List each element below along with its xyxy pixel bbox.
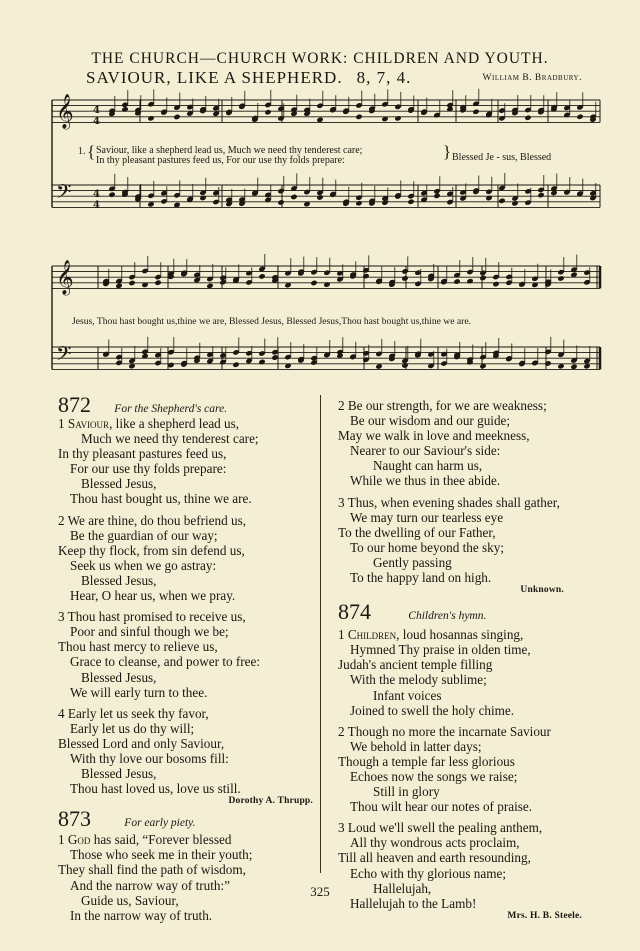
hymn-subtitle: For the Shepherd's care. <box>114 403 228 415</box>
treble-1-note <box>394 115 401 121</box>
verse-line: 1 Children, loud hosannas singing, <box>338 627 524 643</box>
verse-line: All thy wondrous acts proclaim, <box>350 835 520 851</box>
verse-line: Thou hast bought us, thine we are. <box>70 491 252 507</box>
bass-clef-icon: 𝄢 <box>56 180 72 208</box>
bass-1-note <box>277 199 284 205</box>
bass-2-note <box>401 362 408 368</box>
verse-line: Thou hast mercy to relieve us, <box>58 639 218 655</box>
composer: William B. Bradbury. <box>482 73 582 83</box>
time-signature-bottom: 4 <box>93 200 100 211</box>
verse-line: Echo with thy glorious name; <box>350 865 507 881</box>
section-title: THE CHURCH—CHURCH WORK: CHILDREN AND YOUTH. <box>91 50 549 67</box>
verse-line: 1 God has said, “Forever blessed <box>58 832 232 848</box>
bass-1-note <box>316 194 323 200</box>
verse-line: Till all heaven and earth resounding, <box>338 850 531 866</box>
verse-line: Keep thy flock, from sin defend us, <box>58 542 245 558</box>
verse-line: In the narrow way of truth. <box>70 907 213 923</box>
verse-line: 2 We are thine, do thou befriend us, <box>58 512 247 528</box>
bass-1-note <box>108 191 115 197</box>
verse-line: Joined to swell the holy chime. <box>350 702 515 718</box>
treble-2-note <box>479 275 486 281</box>
music-score <box>0 0 640 395</box>
verse-line: Blessed Jesus, <box>81 476 157 492</box>
verse-line: Thou hast loved us, love us still. <box>70 781 241 797</box>
verse-line: Grace to cleanse, and power to free: <box>70 654 261 670</box>
music-verse-number: 1. <box>78 146 86 157</box>
time-signature-top: 4 <box>93 105 100 116</box>
time-signature-bottom: 4 <box>93 116 100 127</box>
verse-line: Blessed Jesus, <box>81 572 157 588</box>
verse-line: To the dwelling of our Father, <box>338 524 496 540</box>
treble-1-note <box>173 114 180 120</box>
verse-line: To our home beyond the sky; <box>350 539 505 555</box>
hymn-subtitle: For early piety. <box>124 817 196 830</box>
treble-clef-icon: 𝄞 <box>56 260 74 295</box>
verse-line: Hallelujah to the Lamb! <box>350 895 477 911</box>
verse-line: We may turn our tearless eye <box>350 509 504 525</box>
treble-2-note <box>466 278 473 284</box>
verse-line: Still in glory <box>373 784 440 800</box>
hymn-873-heading <box>58 808 313 832</box>
verse-line: To the happy land on high. <box>350 570 492 586</box>
verse-line: For our use thy folds prepare: <box>70 461 227 477</box>
verse-line: 1 Saviour, like a shepherd lead us, <box>58 416 240 431</box>
verse-line: While we thus in thee abide. <box>350 473 501 489</box>
verse-line: 3 Loud we'll swell the pealing anthem, <box>338 820 543 836</box>
bass-1-note <box>537 192 544 198</box>
verse-line: Hallelujah, <box>373 880 432 896</box>
treble-2-note <box>128 280 135 286</box>
verse-line: Gently passing <box>373 554 452 570</box>
verse-line: Guide us, Saviour, <box>81 892 179 908</box>
verse-line: Blessed Jesus, <box>81 766 157 782</box>
verse-line: We behold in latter days; <box>350 738 482 754</box>
bass-1-note <box>290 194 297 200</box>
verse-line: Echoes now the songs we raise; <box>350 768 518 784</box>
meter: 8, 7, 4. <box>356 68 412 87</box>
verse-brace: { <box>87 142 96 161</box>
treble-clef-icon: 𝄞 <box>56 94 74 129</box>
bass-1-note <box>355 200 362 206</box>
hymn-number: 874 <box>338 599 371 625</box>
hymn-subtitle: Children's hymn. <box>408 610 487 623</box>
hymn-number: 873 <box>58 806 91 832</box>
treble-2-note <box>453 278 460 284</box>
bass-1-note <box>498 198 505 204</box>
verse-line: Naught can harm us, <box>373 458 483 474</box>
bass-1-note <box>511 200 518 206</box>
hymn-author: Unknown. <box>520 585 564 596</box>
verse-brace-close: } <box>443 142 452 161</box>
verse-line: Judah's ancient temple filling <box>338 657 493 673</box>
column-divider <box>320 395 321 873</box>
verse-line: They shall find the path of wisdom, <box>58 862 246 878</box>
bass-1-note <box>433 193 440 199</box>
treble-1-note <box>121 106 128 112</box>
time-signature-top: 4 <box>93 189 100 200</box>
treble-1-note <box>472 109 479 115</box>
treble-1-note <box>524 115 531 121</box>
music-lyric-tail: Blessed Je - sus, Blessed <box>452 152 552 163</box>
treble-1-note <box>147 115 154 121</box>
treble-1-note <box>576 114 583 120</box>
treble-1-note <box>355 114 362 120</box>
verse-line: May we walk in love and meekness, <box>338 428 530 444</box>
verse-line: And the narrow way of truth:” <box>70 877 231 893</box>
verse-line: Seek us when we go astray: <box>70 557 217 573</box>
treble-2-note <box>492 281 499 287</box>
verse-line: 2 Though no more the incarnate Saviour <box>338 723 551 739</box>
verse-line: Blessed Jesus, <box>81 669 157 685</box>
verse-line: Much we need thy tenderest care; <box>81 431 259 447</box>
hymn-872-heading <box>58 394 313 416</box>
verse-line: In thy pleasant pastures feed us, <box>58 446 227 462</box>
verse-line: Hymned Thy praise in olden time, <box>350 642 531 658</box>
verse-line: 2 Be our strength, for we are weakness; <box>338 398 547 413</box>
verse-line: With the melody sublime; <box>350 672 487 688</box>
right-column <box>338 398 600 923</box>
page-number: 325 <box>310 884 330 899</box>
verse-line: Those who seek me in their youth; <box>70 847 253 863</box>
verse-line: Nearer to our Saviour's side: <box>350 443 501 459</box>
hymn-author: Mrs. H. B. Steele. <box>507 910 582 921</box>
hymn-author: Dorothy A. Thrupp. <box>228 796 313 807</box>
bass-clef-icon: 𝄢 <box>56 342 72 370</box>
music-lyric-bottom: In thy pleasant pastures feed us, For our use thy folds prepare: <box>96 155 345 166</box>
treble-2-note <box>323 281 330 287</box>
treble-2-note <box>258 273 265 279</box>
verse-line: Hear, O hear us, when we pray. <box>70 588 236 604</box>
treble-2-note <box>154 279 161 285</box>
verse-line: Thou wilt hear our notes of praise. <box>350 799 533 815</box>
verse-line: With thy love our bosoms fill: <box>70 750 229 766</box>
treble-2-note <box>401 275 408 281</box>
treble-2-note <box>557 275 564 281</box>
verse-line: Though a temple far less glorious <box>338 753 515 769</box>
verse-line: Infant voices <box>373 687 442 703</box>
music-lyric-top: Saviour, like a shepherd lead us, Much we need thy tenderest care; <box>96 145 363 156</box>
music-system2-lyric: Jesus, Thou hast bought us,thine we are, Blessed Jesus, Blessed Jesus,Thou hast bought us,thine we are. <box>72 316 471 327</box>
verse-line: 3 Thou hast promised to receive us, <box>58 609 246 625</box>
verse-line: Early let us do thy will; <box>70 720 195 736</box>
bass-2-note <box>544 360 551 366</box>
treble-2-note <box>362 273 369 279</box>
bass-1-note <box>199 195 206 201</box>
bass-2-note <box>232 361 239 367</box>
verse-line: 3 Thus, when evening shades shall gather, <box>338 494 560 510</box>
verse-line: Poor and sinful though we be; <box>70 624 229 640</box>
verse-line: Be the guardian of our way; <box>70 527 218 543</box>
bass-1-note <box>407 199 414 205</box>
hymn-874-heading <box>338 597 600 627</box>
treble-2-note <box>310 280 317 286</box>
verse-line: We will early turn to thee. <box>70 684 208 700</box>
treble-1-note <box>264 109 271 115</box>
tune-title: SAVIOUR, LIKE A SHEPHERD. <box>86 68 343 87</box>
hymn-number: 872 <box>58 392 91 417</box>
verse-line: Blessed Lord and only Saviour, <box>58 735 225 751</box>
verse-line: 4 Early let us seek thy favor, <box>58 705 209 721</box>
left-column <box>58 394 313 923</box>
verse-line: Be our wisdom and our guide; <box>350 413 511 429</box>
